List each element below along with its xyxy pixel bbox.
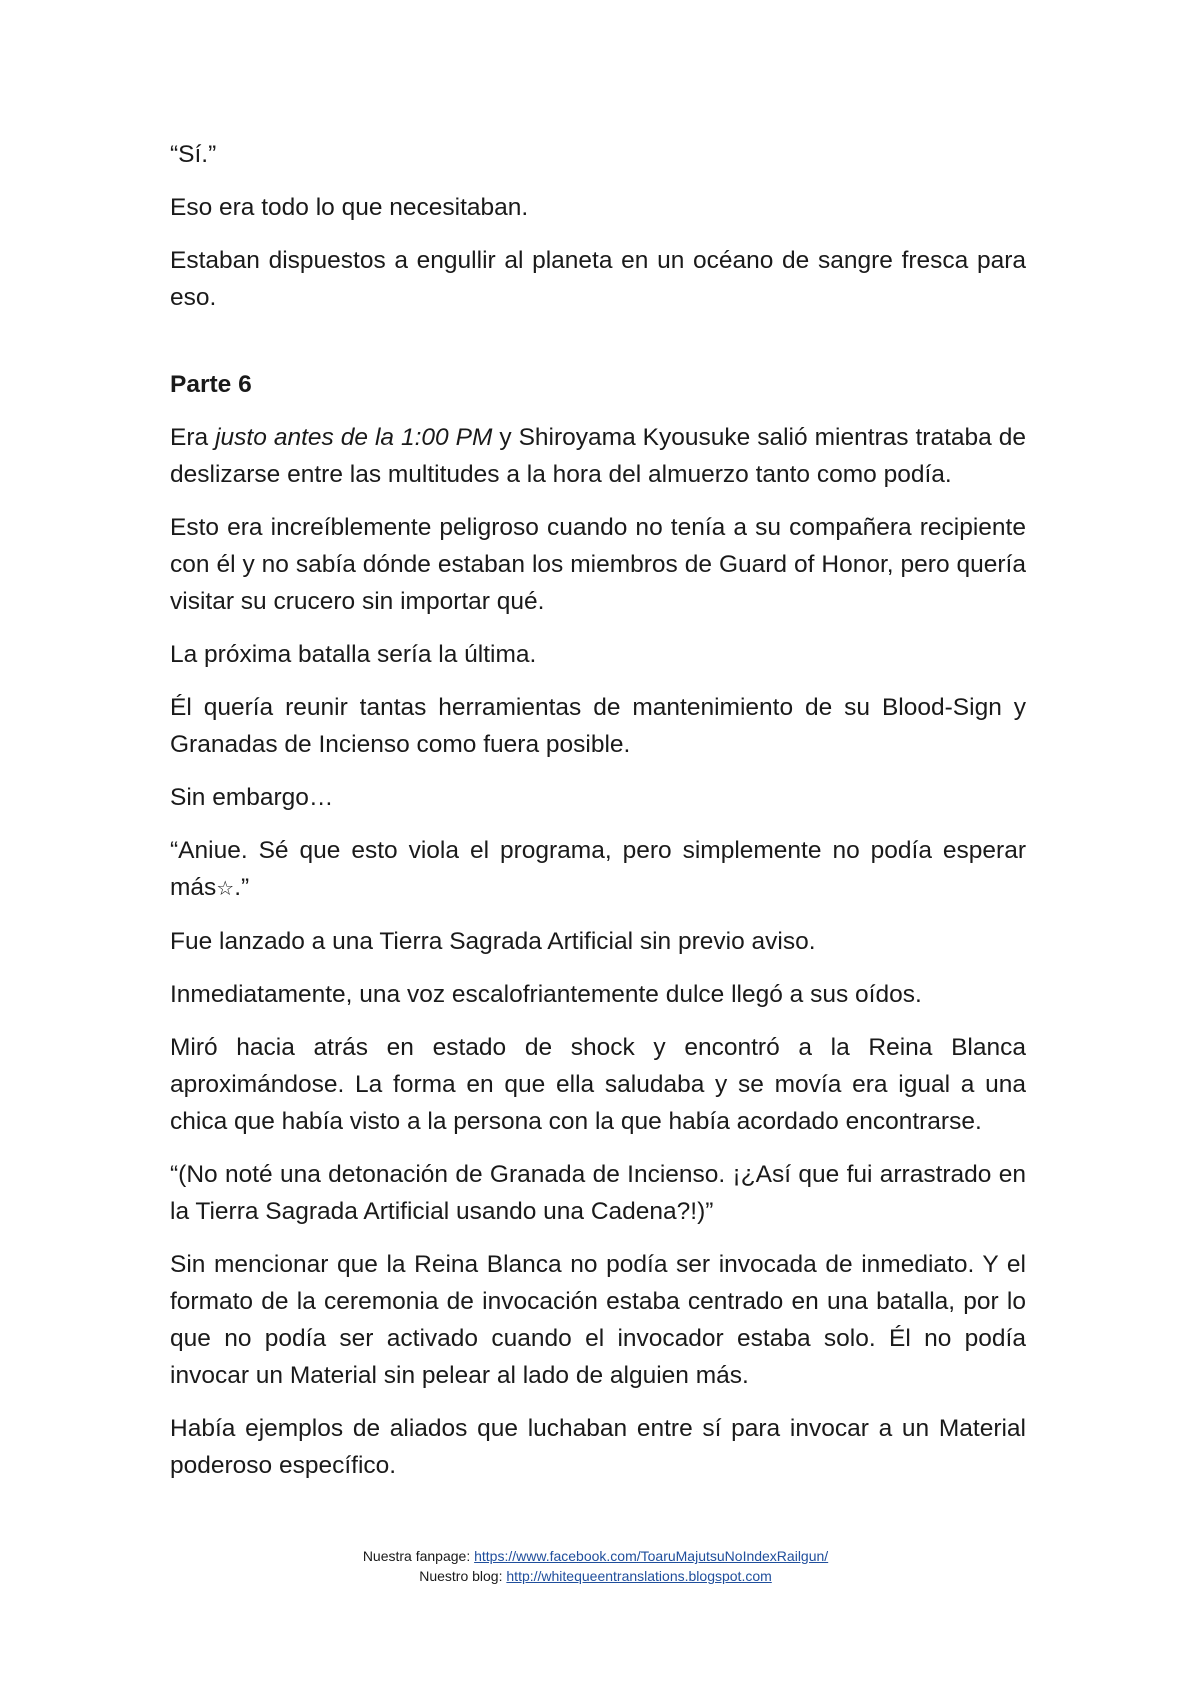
paragraph-11: Inmediatamente, una voz escalofriantemente dulce llegó a sus oídos. [170,981,922,1008]
paragraph-8: Sin embargo… [170,784,334,811]
footer-blog-label: Nuestro blog: [419,1568,507,1584]
paragraph-5: Esto era increíblemente peligroso cuando no tenía a su compañera recipiente con él y no sabía dónde estaban los miembros de Guard of Honor, pero quería visitar su crucero sin importar qué. [170,514,1026,615]
paragraph-4-end: y Shiroyama Kyousuke salió mientras trataba de deslizarse entre las multitudes a la hora del almuerzo tanto como podía. [170,424,1026,488]
paragraph-4-italic: justo antes de la 1:00 PM [215,424,493,451]
star-icon: ☆ [216,876,235,900]
section-heading: Parte 6 [170,371,252,398]
paragraph-15: Había ejemplos de aliados que luchaban entre sí para invocar a un Material poderoso específico. [170,1415,1026,1479]
paragraph-4 [170,419,1026,493]
paragraph-13: “(No noté una detonación de Granada de Incienso. ¡¿Así que fui arrastrado en la Tierra Sagrada Artificial usando una Cadena?!)” [170,1161,1026,1225]
document-body [170,136,1026,1500]
paragraph-1: “Sí.” [170,141,217,168]
footer-blog-link[interactable]: http://whitequeentranslations.blogspot.com [506,1568,772,1584]
footer-fanpage-link[interactable]: https://www.facebook.com/ToaruMajutsuNoIndexRailgun/ [474,1548,829,1564]
paragraph-2: Eso era todo lo que necesitaban. [170,194,529,221]
page-footer [0,1546,1191,1586]
paragraph-7: Él quería reunir tantas herramientas de mantenimiento de su Blood-Sign y Granadas de Incienso como fuera posible. [170,694,1026,758]
footer-blog-line [0,1566,1191,1586]
paragraph-6: La próxima batalla sería la última. [170,641,537,668]
paragraph-14: Sin mencionar que la Reina Blanca no podía ser invocada de inmediato. Y el formato de la ceremonia de invocación estaba centrado en una batalla, por lo que no podía ser activado cuando el invocador estaba solo. Él no podía invocar un Material sin pelear al lado de alguien más. [170,1251,1026,1389]
paragraph-12: Miró hacia atrás en estado de shock y encontró a la Reina Blanca aproximándose. La forma en que ella saludaba y se movía era igual a una chica que había visto a la persona con la que había acordado encontrarse. [170,1034,1026,1135]
footer-fanpage-label: Nuestra fanpage: [362,1548,475,1564]
paragraph-10: Fue lanzado a una Tierra Sagrada Artificial sin previo aviso. [170,928,816,955]
paragraph-9-end: .” [234,874,250,901]
paragraph-3: Estaban dispuestos a engullir al planeta en un océano de sangre fresca para eso. [170,247,1026,311]
paragraph-9-text: “Aniue. Sé que esto viola el programa, pero simplemente no podía esperar más [170,837,1026,901]
footer-fanpage-line [0,1546,1191,1566]
paragraph-4-start: Era [170,424,216,451]
paragraph-9 [170,832,1026,907]
